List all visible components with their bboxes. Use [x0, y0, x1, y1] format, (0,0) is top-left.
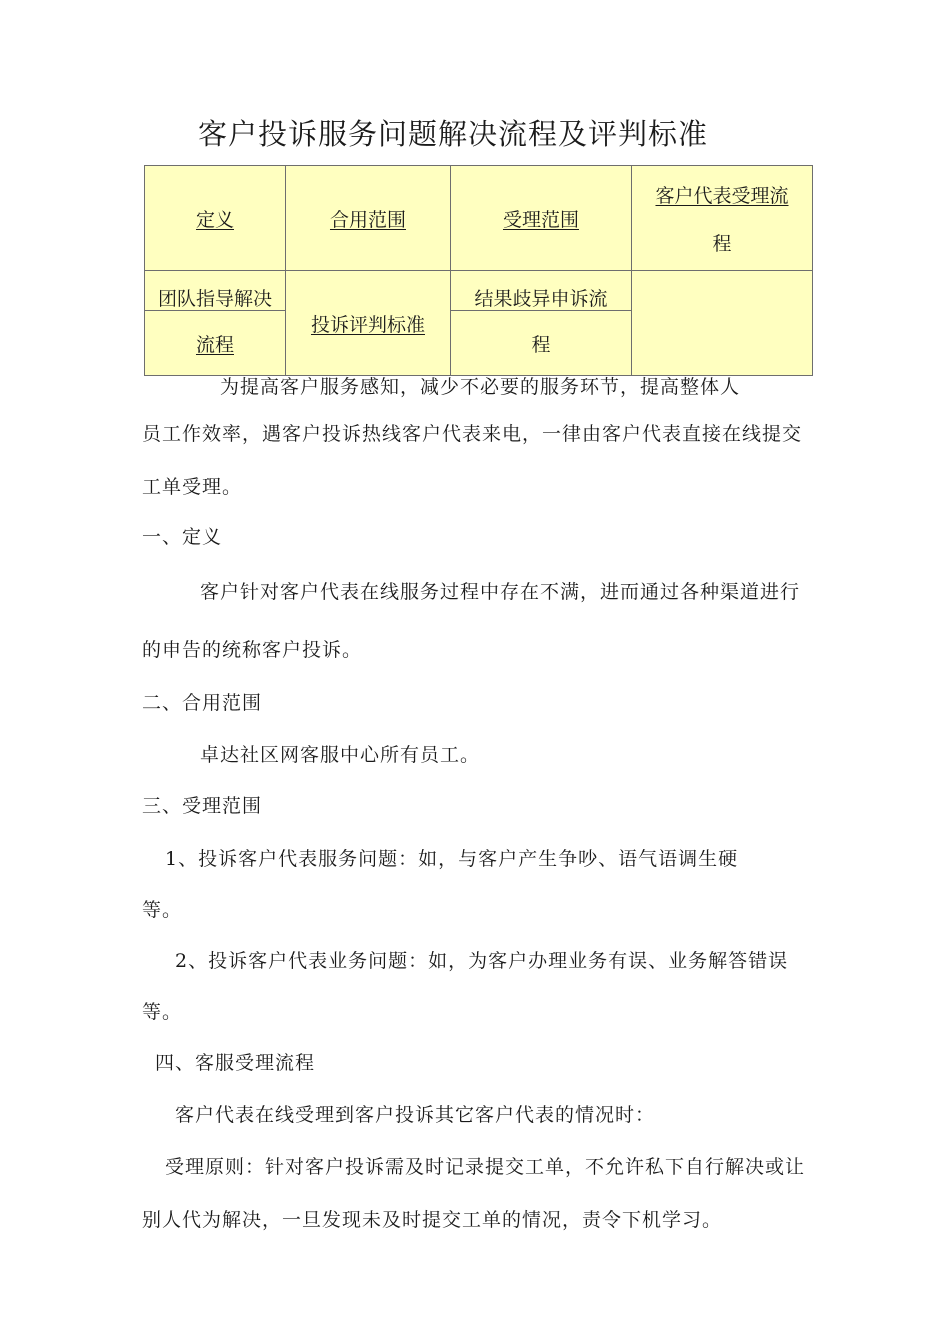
toc-link-acceptance-range[interactable]: 受理范围 [502, 209, 579, 231]
toc-link-evaluation-standard[interactable]: 投诉评判标准 [310, 314, 425, 336]
table-divider [451, 310, 631, 311]
table-divider [145, 310, 285, 311]
toc-link-definition[interactable]: 定义 [195, 209, 234, 231]
paragraph-line: 受理原则：针对客户投诉需及时记录提交工单，不允许私下自行解决或让 [165, 1156, 806, 1178]
section-heading-definition: 一、定义 [142, 526, 223, 548]
intro-line: 员工作效率，遇客户投诉热线客户代表来电，一律由客户代表直接在线提交 [142, 423, 803, 445]
paragraph-line: 客户针对客户代表在线服务过程中存在不满，进而通过各种渠道进行 [200, 581, 801, 603]
section-heading-acceptance-range: 三、受理范围 [142, 795, 263, 817]
paragraph-line: 的申告的统称客户投诉。 [142, 639, 363, 661]
intro-line: 为提高客户服务感知，减少不必要的服务环节，提高整体人 [220, 376, 741, 398]
list-item: 1、投诉客户代表服务问题：如，与客户产生争吵、语气语调生硬 [165, 848, 739, 870]
toc-link-agent-process-cont: 程 [712, 233, 732, 255]
contents-table [144, 165, 813, 376]
toc-link-team-guidance[interactable]: 流程 [195, 334, 234, 356]
toc-link-scope[interactable]: 合用范围 [329, 209, 406, 231]
intro-line: 工单受理。 [142, 476, 243, 498]
list-item-cont: 等。 [142, 1001, 183, 1023]
section-heading-agent-process: 四、客服受理流程 [155, 1052, 316, 1074]
document-title: 客户投诉服务问题解决流程及评判标准 [198, 117, 709, 151]
toc-link-agent-process[interactable]: 客户代表受理流 [655, 185, 789, 207]
section-heading-scope: 二、合用范围 [142, 692, 263, 714]
table-divider [145, 270, 812, 271]
toc-item-appeal-process-cont: 程 [531, 334, 551, 356]
paragraph-line: 卓达社区网客服中心所有员工。 [200, 744, 481, 766]
toc-item-team-guidance: 团队指导解决 [157, 288, 272, 310]
toc-item-appeal-process: 结果歧异申诉流 [474, 288, 608, 310]
paragraph-line: 客户代表在线受理到客户投诉其它客户代表的情况时： [175, 1104, 656, 1126]
paragraph-line: 别人代为解决，一旦发现未及时提交工单的情况，责令下机学习。 [142, 1209, 723, 1231]
list-item-cont: 等。 [142, 899, 183, 921]
list-item: 2、投诉客户代表业务问题：如，为客户办理业务有误、业务解答错误 [175, 950, 789, 972]
